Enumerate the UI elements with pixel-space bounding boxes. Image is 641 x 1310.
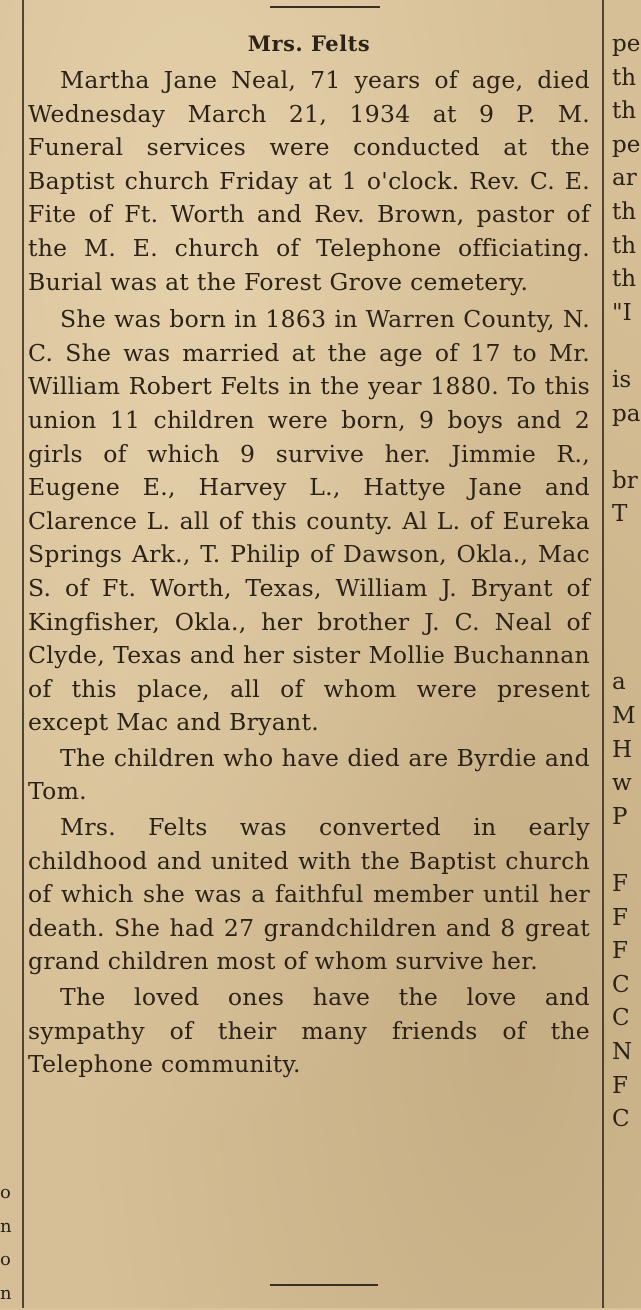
neighbor-column-fragment: pa bbox=[612, 400, 641, 427]
neighbor-column-fragment: N bbox=[612, 1039, 633, 1065]
neighbor-column-fragment: th bbox=[612, 64, 637, 91]
neighbor-column-fragment: is bbox=[612, 367, 632, 393]
neighbor-column-fragment: pe bbox=[612, 131, 641, 158]
neighbor-column-fragment: o bbox=[0, 1249, 11, 1271]
article-headline: Mrs. Felts bbox=[247, 31, 371, 56]
neighbor-column-fragment: ar bbox=[612, 165, 637, 192]
obituary-article bbox=[28, 30, 590, 1082]
neighbor-column-fragment: F bbox=[612, 1072, 628, 1099]
column-rule-left bbox=[22, 0, 24, 1308]
neighbor-column-fragment: th bbox=[612, 98, 637, 125]
article-paragraph: The loved ones have the love and sympathy of their many friends of the Telephone community. bbox=[28, 983, 590, 1079]
article-paragraph: Martha Jane Neal, 71 years of age, died Wednesday March 21, 1934 at 9 P. M. Funeral services were conducted at the Baptist church Friday at 1 o'clock. Rev. C. E. Fite of Ft. Worth and Rev. Brown, pastor of the M. E. church of Telephone officiating. Burial was at the Forest Grove cemetery. bbox=[28, 66, 590, 296]
article-paragraph: The children who have died are Byrdie and Tom. bbox=[28, 743, 590, 806]
bottom-separator-rule bbox=[270, 1284, 378, 1286]
neighbor-column-fragment: n bbox=[0, 1282, 12, 1304]
neighbor-column-fragment: C bbox=[612, 1005, 630, 1032]
neighbor-column-fragment: th bbox=[612, 232, 637, 259]
neighbor-column-fragment: pe bbox=[612, 31, 641, 57]
column-rule-right bbox=[602, 0, 604, 1308]
neighbor-column-fragment: C bbox=[612, 971, 630, 998]
neighbor-column-fragment: "I bbox=[612, 299, 632, 326]
top-separator-rule bbox=[270, 6, 380, 8]
neighbor-column-fragment: a bbox=[612, 669, 626, 696]
article-paragraph: Mrs. Felts was converted in early childhood and united with the Baptist church of which she was a faithful member until her death. She had 27 grandchildren and 8 great grand children most of whom survive her. bbox=[28, 813, 590, 976]
neighbor-column-fragment: M bbox=[612, 703, 636, 729]
article-paragraph: She was born in 1863 in Warren County, N. C. She was married at the age of 17 to Mr. William Robert Felts in the year 1880. To this union 11 children were born, 9 boys and 2 girls of which 9 survive her. Jimmie R., Eugene E., Harvey L., Hattye Jane and Clarence L. all of this county. Al L. of Eureka Springs Ark., T. Philip of Dawson, Okla., Mac S. of Ft. Worth, Texas, William J. Bryant of Kingfisher, Okla., her brother J. C. Neal of Clyde, Texas and her sister Mollie Buchannan of this place, all of whom were present except Mac and Bryant. bbox=[28, 305, 590, 737]
neighbor-column-fragment: br bbox=[612, 467, 638, 494]
neighbor-column-fragment: th bbox=[612, 199, 637, 225]
neighbor-column-fragment: T bbox=[612, 501, 628, 528]
neighbor-column-fragment: P bbox=[612, 803, 628, 830]
neighbor-column-fragment: o bbox=[0, 1182, 11, 1203]
neighbor-column-fragment: th bbox=[612, 266, 637, 293]
neighbor-column-fragment: F bbox=[612, 871, 628, 897]
neighbor-column-fragment: H bbox=[612, 736, 633, 763]
neighbor-column-fragment: C bbox=[612, 1106, 630, 1133]
neighbor-column-fragment: n bbox=[0, 1215, 12, 1237]
neighbor-column-fragment: F bbox=[612, 904, 628, 931]
neighbor-column-fragment: F bbox=[612, 938, 628, 965]
neighbor-column-fragment: w bbox=[612, 770, 632, 797]
